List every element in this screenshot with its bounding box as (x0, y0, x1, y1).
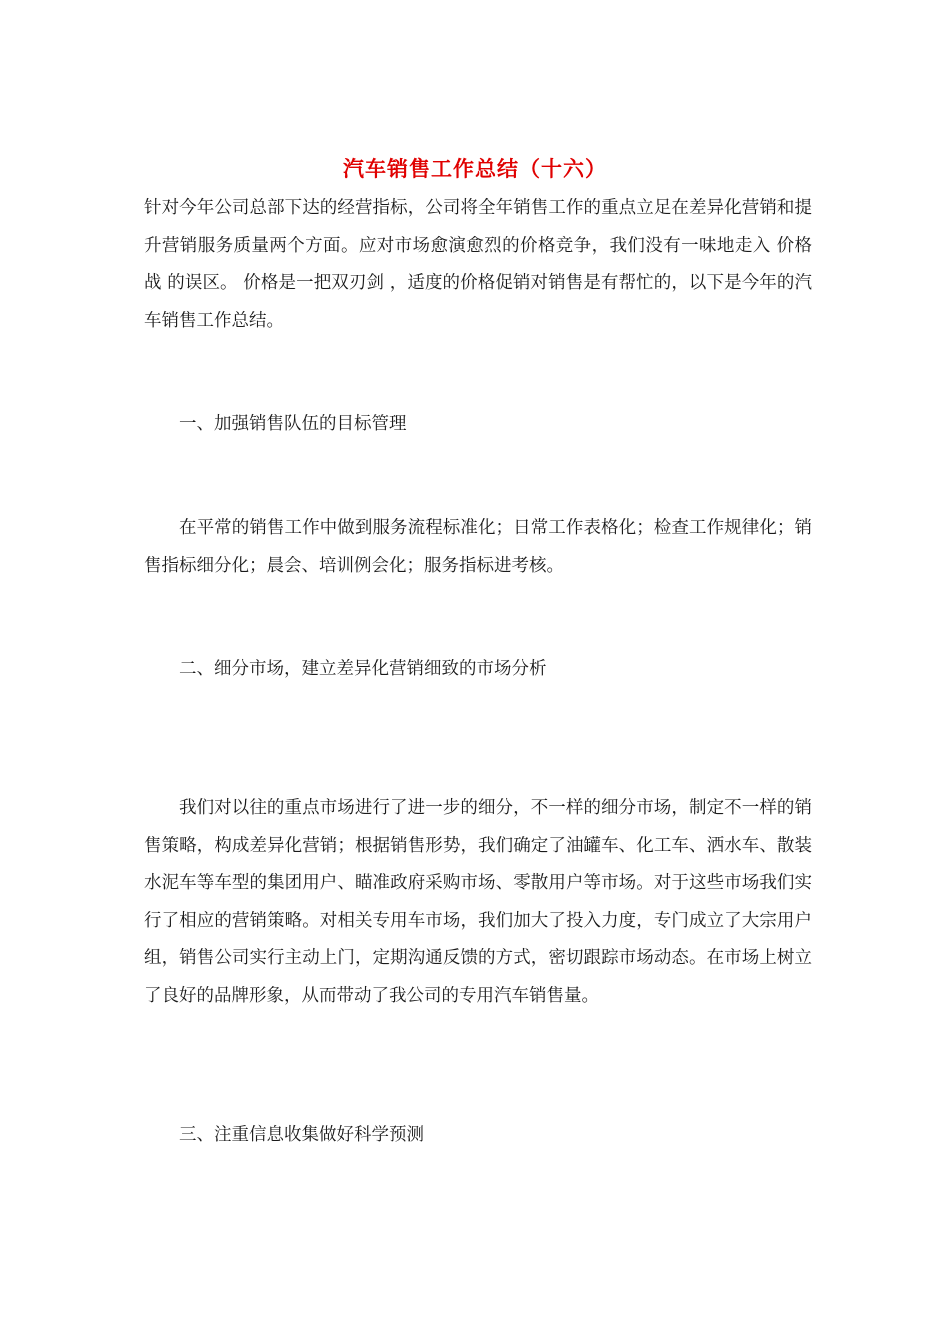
section-2-heading: 二、细分市场，建立差异化营销细致的市场分析 (179, 659, 547, 679)
section-3-heading: 三、注重信息收集做好科学预测 (179, 1125, 424, 1145)
section-2-body: 我们对以往的重点市场进行了进一步的细分，不一样的细分市场，制定不一样的销售策略，构成差异化营销；根据销售形势，我们确定了油罐车、化工车、洒水车、散装水泥车等车型的集团用户、瞄准政府采购市场、零散用户等市场。对于这些市场我们实行了相应的营销策略。对相关专用车市场，我们加大了投入力度，专门成立了大宗用户组，销售公司实行主动上门，定期沟通反馈的方式，密切跟踪市场动态。在市场上树立了良好的品牌形象，从而带动了我公司的专用汽车销售量。 (144, 798, 812, 1006)
section-1-heading: 一、加强销售队伍的目标管理 (179, 414, 407, 434)
intro-paragraph: 针对今年公司总部下达的经营指标，公司将全年销售工作的重点立足在差异化营销和提升营销服务质量两个方面。应对市场愈演愈烈的价格竞争，我们没有一味地走入 价格战 的误区。 价格是一把双刃剑 ，适度的价格促销对销售是有帮忙的，以下是今年的汽车销售工作总结。 (144, 198, 812, 331)
document-title: 汽车销售工作总结（十六） (343, 156, 607, 181)
section-1-body: 在平常的销售工作中做到服务流程标准化；日常工作表格化；检查工作规律化；销售指标细分化；晨会、培训例会化；服务指标进考核。 (144, 518, 812, 576)
